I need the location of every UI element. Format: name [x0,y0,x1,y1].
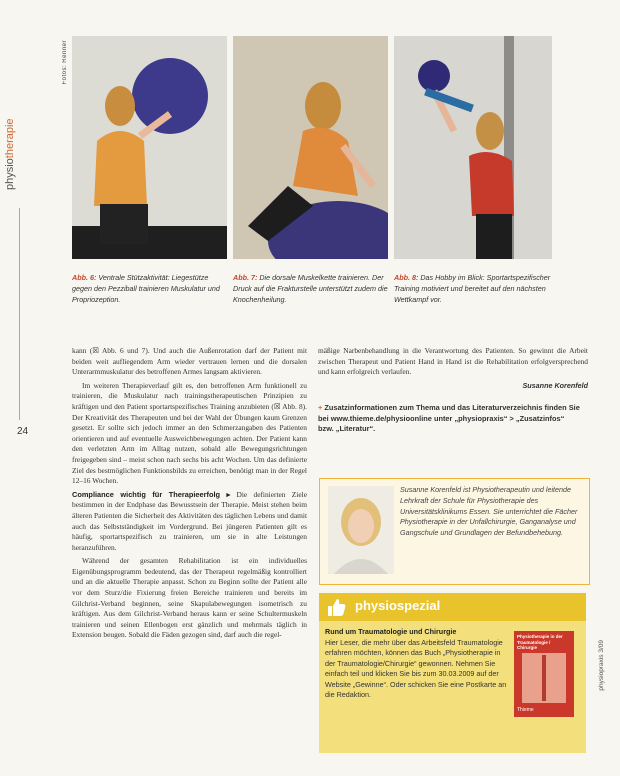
figure-6-caption [72,272,227,305]
compliance-text: Die definierten Ziele bestimmen in der Endphase das Bewusstsein der Therapie. Meist stehen beim älteren Patienten die Sicherheit des Aktivitäten des täglichen Lebens und damit auch das Selbstständigkeit im Vordergrund. Bei jüngeren Patienten gilt es häufig, sportartspezifisch zu trainieren, um sie in alte Leistungen heranzuführen. [72,489,307,552]
physiospezial-book-title: Rund um Traumatologie und Chirurgie [325,627,457,636]
section-accent: therapie [4,118,16,159]
figure-8-text: Das Hobby im Blick: Sportartspezifischer Training motiviert und bereitet auf den nächsten Wettkampf vor. [394,273,551,304]
figure-8-photo [394,36,552,259]
compliance-paragraph [72,490,307,554]
page-number: 24 [17,426,29,437]
figure-8-caption [394,272,552,305]
thumbs-up-icon [325,596,347,618]
section-tab [4,80,16,190]
margin-rule [19,208,20,420]
article-left-column [72,346,307,644]
figure-7-photo [233,36,388,259]
physiospezial-header [319,593,586,621]
physiospezial-text [325,627,507,701]
author-bio-text: Susanne Korenfeld ist Physiotherapeutin und leitende Lehrkraft der Schule für Physiotherapie des Universitätsklinikums Essen. Sie unterrichtet die Fächer Physiotherapie in der Unfallchirurgie, Ganganalyse und Gangschule und Grundlagen der Befundbehebung. [400,485,578,538]
info-note [318,403,580,435]
author-signature: Susanne Korenfeld [522,380,588,390]
physiospezial-title: physiospezial [355,598,441,613]
physiospezial-box [319,593,586,753]
author-portrait [328,486,394,574]
figure-7-caption [233,272,388,305]
figure-7-number: Abb. 7: [233,273,258,282]
figure-6-number: Abb. 6: [72,273,97,282]
info-text: Zusatzinformationen zum Thema und das Literaturverzeichnis finden Sie bei www.thieme.de/physioonline unter „physiopraxis“ > „Zusatzinfos“ bzw. „Literatur“. [318,403,580,434]
body-paragraph: kann (☒ Abb. 6 und 7). Und auch die Außenrotation darf der Patient mit beiden weit aufliegendem Arm wieder vertrauen lernen und die dorsalen Unterarmmuskulatur des betroffenen Armes langsam aktivieren. [72,346,307,377]
book-publisher: Thieme [517,707,534,713]
body-paragraph: Während der gesamten Rehabilitation ist ein individuelles Eigenübungsprogramm bedeutend, das der Therapeut regelmäßig kontrolliert und an die aktuelle Therapie anpasst. Schon zu Beginn sollte der Patient alle vor dem Sturz/die Fixierung freien Bereiche trainieren und bereits im Gilchrist-Verband beginnen, seine Skapulabewegungen isometrisch zu kräftigen. Aus dem Gilchrist-Verband heraus kann er seine Schultermuskeln trainieren und seinen Ellenbogen erst gänzlich und mehrmals täglich in Extension beugen. Sobald die Fäden gezogen sind, darf auch die regel- [72,556,307,640]
book-cover-label: Physiotherapie in der Traumatologie / Chirurgie [517,634,563,650]
issue-note: physiopraxis 3/09 [598,640,605,691]
photo-credit: Fotos: Renner [62,40,68,85]
section-prefix: physio [4,158,16,190]
author-bio-box [319,478,590,585]
body-paragraph: Im weiteren Therapieverlauf gilt es, den betroffenen Arm funktionell zu trainieren, die Muskulatur nach trainingstherapeutischen Prinzipien zu kräftigen und den Patient sportartspezifisches Training anzubieten (☒ Abb. 8). Der Kreativität des Therapeuten und bei der Wahl der Übungen kaum Grenzen gesetzt. Er sollte sich jedoch immer an den Schmerzangaben des Patienten orientieren und auf eventuelle Ausweichbewegungen achten. Der Patient kann den verletzten Arm im Alltag nutzen, sobald alle Bewegungsrichtungen freigegeben sind – meist schon nach sechs bis acht Wochen. Um das definierte Ziel des bestmöglichen Funktionsbilds zu erreichen, benötigt man in der Regel 12–16 Wochen. [72,380,307,486]
figure-8-number: Abb. 8: [394,273,419,282]
figure-7-text: Die dorsale Muskelkette trainieren. Der Druck auf die Frakturstelle unterstützt zudem die Knochenheilung. [233,273,388,304]
figure-6-photo [72,36,227,259]
body-paragraph: mäßige Narbenbehandlung in die Verantwortung des Patienten. So gewinnt die Arbeit zwischen Therapeut und Patient Hand in Hand ist die Rehabilitation erfolgversprechend und kann erfolgreich verlaufen. [318,346,588,377]
figure-6-text: Ventrale Stützaktivität: Liegestütze gegen den Pezziball trainieren Muskulatur und Propriozeption. [72,273,220,304]
compliance-heading: Compliance wichtig für Therapieerfolg ▸ [72,489,231,499]
article-right-column [318,346,588,391]
book-cover[interactable] [514,631,574,717]
info-star: + [318,403,323,412]
physiospezial-body: Hier Leser, die mehr über das Arbeitsfeld Traumatologie erfahren möchten, können das Buch „Physiotherapie in der Traumatologie/Chirurgie“ gewonnen. Nehmen Sie einfach teil und klicken Sie bis zum 30.03.2009 auf der Website „Gewinne“. Oder schicken Sie eine Postkarte an die Redaktion. [325,637,507,699]
